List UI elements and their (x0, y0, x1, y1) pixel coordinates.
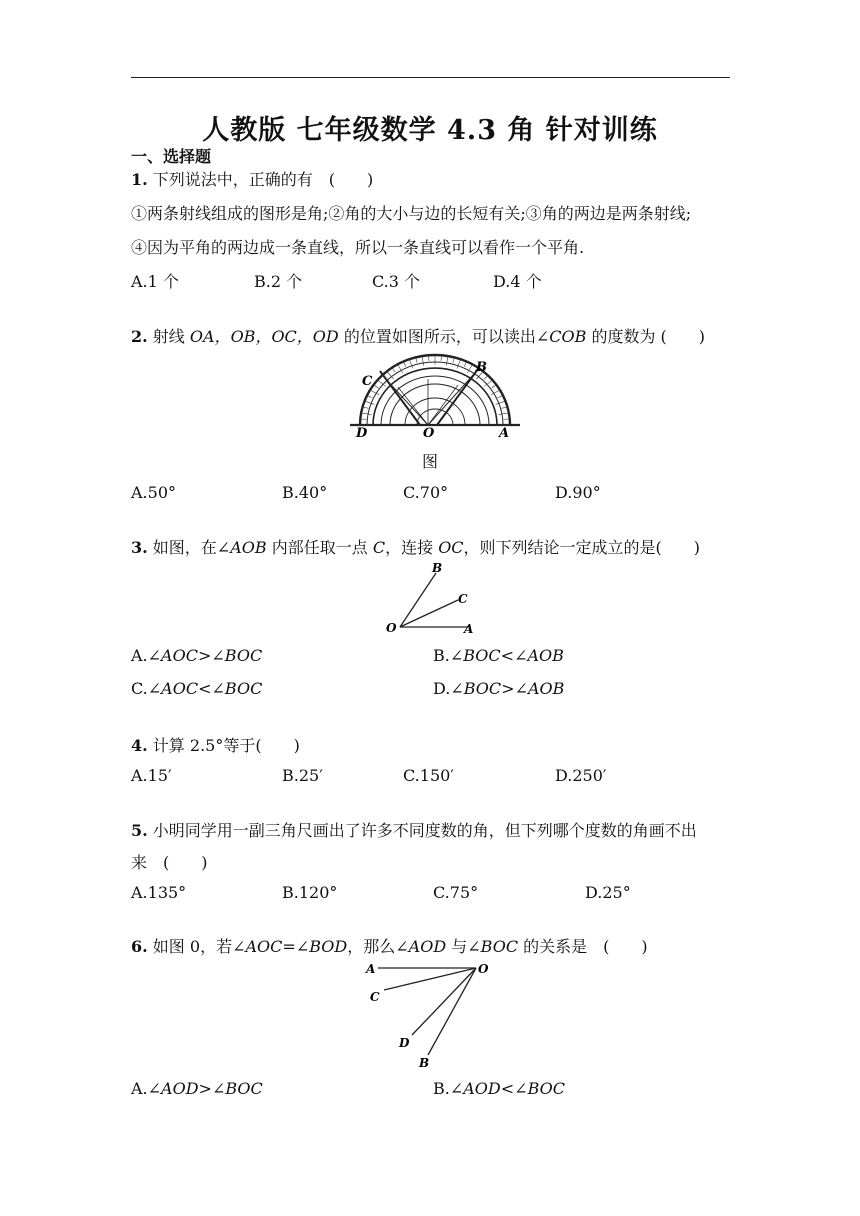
q1-option-d: D.4 个 (493, 272, 542, 291)
q3-option-b: B.∠BOC<∠AOB (433, 646, 564, 665)
label-o: O (478, 962, 489, 976)
q4-option-b: B.25′ (282, 766, 323, 785)
question-1-stem (131, 167, 373, 190)
question-number: 3. (131, 538, 148, 557)
label-d: D (356, 426, 368, 441)
label-b: B (476, 360, 487, 375)
question-1-line-2: ④因为平角的两边成一条直线，所以一条直线可以看作一个平角. (131, 238, 585, 257)
q2-option-c: C.70° (403, 483, 449, 502)
protractor-tick (367, 395, 372, 397)
protractor-tick (409, 359, 413, 368)
protractor-tick (361, 413, 371, 415)
protractor-tick (403, 362, 406, 367)
q4-option-c: C.150′ (403, 766, 454, 785)
question-number: 4. (131, 736, 148, 755)
question-text: ，则下列结论一定成立的是( ) (463, 538, 701, 557)
protractor-tick (484, 376, 488, 380)
question-5-line-1 (131, 818, 697, 841)
q5-option-c: C.75° (433, 883, 479, 902)
q6-option-a: A.∠AOD>∠BOC (131, 1079, 263, 1098)
question-number: 6. (131, 937, 148, 956)
q4-option-a: A.15′ (131, 766, 172, 785)
protractor-tick (502, 407, 508, 408)
label-c: C (370, 990, 380, 1004)
q6-option-b: B.∠AOD<∠BOC (433, 1079, 565, 1098)
angle-aob-figure (380, 560, 490, 640)
label-d: D (399, 1036, 410, 1050)
q5-option-b: B.120° (282, 883, 338, 902)
angle-aocd-figure (364, 958, 499, 1070)
label-a: A (464, 622, 474, 636)
angle-name: COB (549, 327, 587, 346)
point-name: C (372, 538, 386, 557)
question-number: 5. (131, 821, 148, 840)
label-a: A (499, 426, 510, 441)
segment-name: OC (438, 538, 464, 557)
question-text: 射线 (152, 327, 190, 346)
q5-option-d: D.25° (585, 883, 631, 902)
figure-caption: 图 (422, 452, 439, 471)
q1-option-c: C.3 个 (372, 272, 421, 291)
q3-option-a: A.∠AOC>∠BOC (131, 646, 263, 665)
q3-option-d: D.∠BOC>∠AOB (433, 679, 565, 698)
protractor-tick (422, 356, 424, 366)
question-text: 如图，在∠ (152, 538, 231, 557)
question-text: 小明同学用一副三角尺画出了许多不同度数的角，但下列哪个度数的角画不出 (152, 821, 697, 840)
protractor-tick (457, 359, 461, 368)
q4-option-d: D.250′ (555, 766, 607, 785)
label-o: O (423, 426, 435, 441)
question-6-stem: 6. 如图 0，若∠AOC=∠BOD，那么∠AOD 与∠BOC 的关系是 ( ) (131, 937, 648, 956)
q2-option-a: A.50° (131, 483, 176, 502)
label-c: C (362, 374, 373, 389)
q3-option-c: C.∠AOC<∠BOC (131, 679, 263, 698)
section-heading: 一、选择题 (131, 147, 212, 166)
protractor-tick (363, 407, 369, 408)
question-4-stem (131, 733, 300, 756)
ray-names: OA，OB，OC，OD (189, 327, 339, 346)
protractor-tick (365, 401, 375, 404)
question-text: 的位置如图所示，可以读出∠ (338, 327, 550, 346)
question-text: 的度数为 ( ) (586, 327, 706, 346)
q2-option-d: D.90° (555, 483, 601, 502)
protractor-figure (350, 355, 520, 440)
question-2-stem (131, 324, 705, 347)
q1-option-b: B.2 个 (254, 272, 303, 291)
protractor-tick (498, 395, 503, 397)
question-3-stem (131, 535, 700, 558)
protractor-tick (392, 368, 395, 373)
label-o: O (386, 621, 397, 635)
label-c: C (458, 592, 468, 606)
label-b: B (419, 1056, 430, 1070)
question-1-line-1: ①两条射线组成的图形是角;②角的大小与边的长短有关;③角的两边是两条射线; (131, 204, 692, 223)
label-a: A (366, 962, 376, 976)
page-title: 人教版 七年级数学 4.3 角 针对训练 (202, 115, 658, 146)
question-number: 1. (131, 170, 148, 189)
protractor-tick (446, 356, 448, 366)
protractor-tick (492, 385, 497, 388)
header-rule (131, 77, 730, 78)
question-number: 2. (131, 327, 148, 346)
q1-option-a: A.1 个 (131, 272, 179, 291)
q2-option-b: B.40° (282, 483, 328, 502)
angle-name: AOB (230, 538, 267, 557)
protractor-tick (464, 362, 467, 367)
question-text: 下列说法中，正确的有 ( ) (152, 170, 374, 189)
label-b: B (432, 561, 443, 575)
question-text: ，连接 (385, 538, 439, 557)
question-text: 内部任取一点 (266, 538, 373, 557)
question-text: 计算 2.5°等于( ) (152, 736, 300, 755)
question-5-line-2: 来 ( ) (131, 853, 208, 872)
protractor-tick (374, 385, 379, 388)
q5-option-a: A.135° (131, 883, 187, 902)
protractor-tick (496, 401, 506, 404)
protractor-tick (499, 413, 509, 415)
